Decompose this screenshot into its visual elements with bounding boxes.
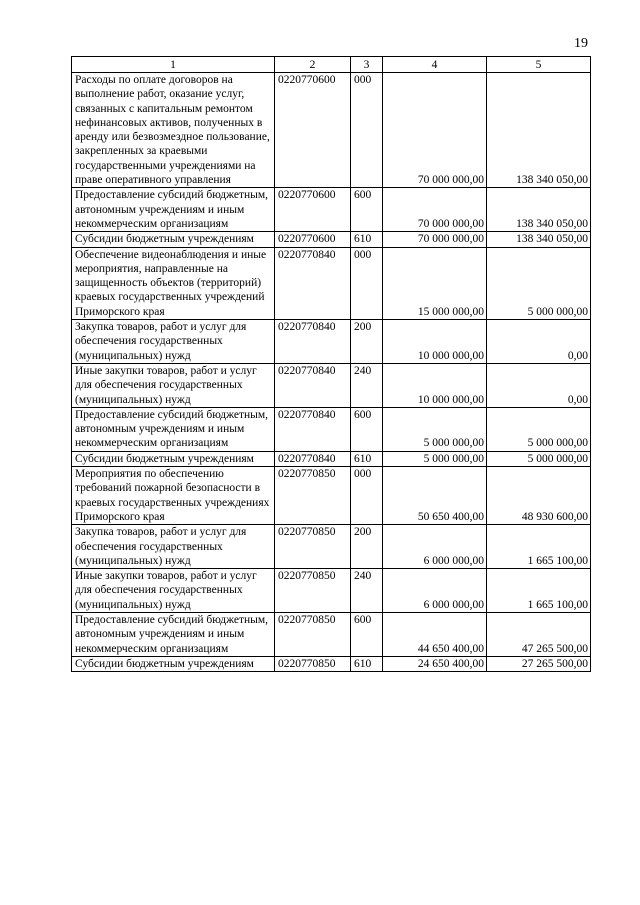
row-name: Обеспечение видеонаблюдения и иные мероприятия, направленные на защищенность объектов (территорий) краевых государственных учреждений Приморского края: [72, 247, 275, 319]
row-amount-col5: 5 000 000,00: [487, 451, 591, 466]
row-amount-col4: 5 000 000,00: [383, 407, 487, 451]
row-amount-col4: 50 650 400,00: [383, 467, 487, 525]
table-row: [72, 232, 591, 247]
table-row: [72, 656, 591, 671]
row-amount-col5: 138 340 050,00: [487, 73, 591, 188]
row-amount-col4: 70 000 000,00: [383, 232, 487, 247]
row-amount-col5: 1 665 100,00: [487, 569, 591, 613]
header-row: [72, 57, 591, 73]
row-name: Предоставление субсидий бюджетным, автономным учреждениям и иным некоммерческим организациям: [72, 407, 275, 451]
table-row: [72, 188, 591, 232]
row-amount-col4: 10 000 000,00: [383, 363, 487, 407]
row-name: Субсидии бюджетным учреждениям: [72, 232, 275, 247]
row-amount-col4: 15 000 000,00: [383, 247, 487, 319]
budget-table: [71, 56, 591, 672]
row-expense-type: 240: [351, 569, 383, 613]
column-header: 2: [275, 57, 351, 73]
row-expense-type: 000: [351, 467, 383, 525]
row-amount-col4: 6 000 000,00: [383, 525, 487, 569]
row-expense-type: 600: [351, 612, 383, 656]
row-expense-type: 000: [351, 247, 383, 319]
row-expense-type: 610: [351, 656, 383, 671]
column-header: 5: [487, 57, 591, 73]
row-amount-col5: 138 340 050,00: [487, 232, 591, 247]
row-target-code: 0220770850: [275, 569, 351, 613]
table-row: [72, 407, 591, 451]
row-amount-col4: 24 650 400,00: [383, 656, 487, 671]
table-row: [72, 247, 591, 319]
row-target-code: 0220770600: [275, 73, 351, 188]
row-amount-col4: 70 000 000,00: [383, 188, 487, 232]
row-expense-type: 240: [351, 363, 383, 407]
row-target-code: 0220770840: [275, 407, 351, 451]
table-row: [72, 467, 591, 525]
row-expense-type: 600: [351, 188, 383, 232]
row-amount-col5: 138 340 050,00: [487, 188, 591, 232]
row-name: Расходы по оплате договоров на выполнение работ, оказание услуг, связанных с капитальным ремонтом нефинансовых активов, полученных в аренду или безвозмездное пользование, закрепленных за краевыми государственными учреждениями на праве оперативного управления: [72, 73, 275, 188]
row-amount-col5: 47 265 500,00: [487, 612, 591, 656]
row-amount-col5: 5 000 000,00: [487, 247, 591, 319]
row-amount-col4: 6 000 000,00: [383, 569, 487, 613]
row-expense-type: 200: [351, 320, 383, 364]
row-amount-col5: 0,00: [487, 320, 591, 364]
row-amount-col5: 48 930 600,00: [487, 467, 591, 525]
row-target-code: 0220770840: [275, 363, 351, 407]
row-amount-col5: 0,00: [487, 363, 591, 407]
row-expense-type: 600: [351, 407, 383, 451]
table-row: [72, 363, 591, 407]
row-expense-type: 000: [351, 73, 383, 188]
row-target-code: 0220770850: [275, 612, 351, 656]
table-row: [72, 612, 591, 656]
row-expense-type: 610: [351, 451, 383, 466]
row-target-code: 0220770600: [275, 188, 351, 232]
row-amount-col4: 44 650 400,00: [383, 612, 487, 656]
row-target-code: 0220770840: [275, 320, 351, 364]
row-amount-col4: 5 000 000,00: [383, 451, 487, 466]
row-expense-type: 610: [351, 232, 383, 247]
row-amount-col5: 1 665 100,00: [487, 525, 591, 569]
row-name: Предоставление субсидий бюджетным, автономным учреждениям и иным некоммерческим организациям: [72, 188, 275, 232]
row-target-code: 0220770840: [275, 247, 351, 319]
row-name: Иные закупки товаров, работ и услуг для обеспечения государственных (муниципальных) нужд: [72, 363, 275, 407]
row-target-code: 0220770840: [275, 451, 351, 466]
table-row: [72, 320, 591, 364]
row-target-code: 0220770600: [275, 232, 351, 247]
table-row: [72, 451, 591, 466]
row-amount-col5: 5 000 000,00: [487, 407, 591, 451]
table-row: [72, 569, 591, 613]
row-name: Субсидии бюджетным учреждениям: [72, 656, 275, 671]
row-amount-col5: 27 265 500,00: [487, 656, 591, 671]
table-row: [72, 73, 591, 188]
row-name: Субсидии бюджетным учреждениям: [72, 451, 275, 466]
row-target-code: 0220770850: [275, 525, 351, 569]
page-number: 19: [574, 36, 588, 51]
row-name: Закупка товаров, работ и услуг для обеспечения государственных (муниципальных) нужд: [72, 320, 275, 364]
row-expense-type: 200: [351, 525, 383, 569]
row-target-code: 0220770850: [275, 467, 351, 525]
row-name: Мероприятия по обеспечению требований пожарной безопасности в краевых государственных учреждениях Приморского края: [72, 467, 275, 525]
row-name: Предоставление субсидий бюджетным, автономным учреждениям и иным некоммерческим организациям: [72, 612, 275, 656]
column-header: 3: [351, 57, 383, 73]
row-amount-col4: 10 000 000,00: [383, 320, 487, 364]
column-header: 1: [72, 57, 275, 73]
row-target-code: 0220770850: [275, 656, 351, 671]
row-name: Закупка товаров, работ и услуг для обеспечения государственных (муниципальных) нужд: [72, 525, 275, 569]
row-amount-col4: 70 000 000,00: [383, 73, 487, 188]
table-row: [72, 525, 591, 569]
row-name: Иные закупки товаров, работ и услуг для обеспечения государственных (муниципальных) нужд: [72, 569, 275, 613]
column-header: 4: [383, 57, 487, 73]
